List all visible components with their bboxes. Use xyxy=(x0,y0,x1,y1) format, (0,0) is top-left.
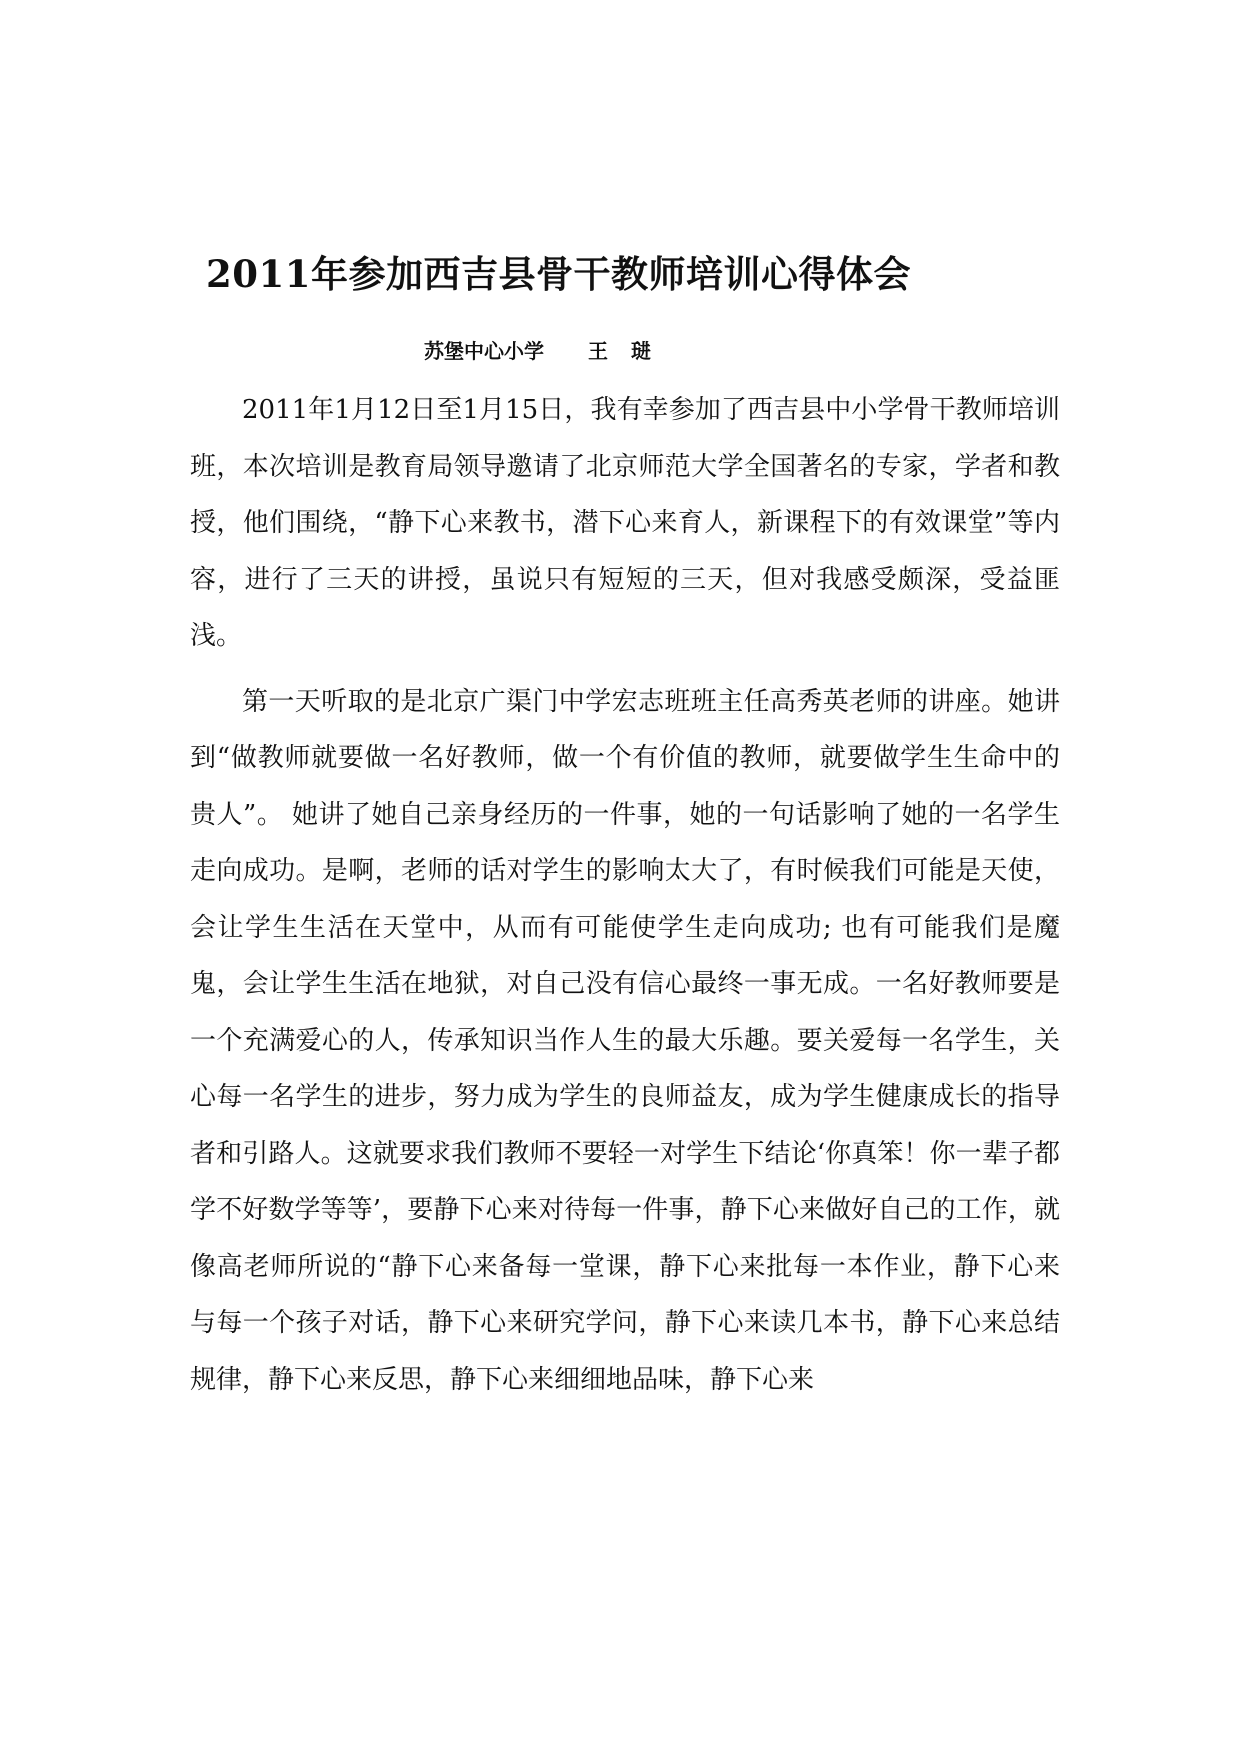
byline xyxy=(424,336,659,366)
author-name: 王 琎 xyxy=(588,339,659,363)
paragraph-2: 第一天听取的是北京广渠门中学宏志班班主任高秀英老师的讲座。她讲到“做教师就要做一名好教师，做一个有价值的教师，就要做学生生命中的贵人”。 她讲了她自己亲身经历的一件事，她的一句话影响了她的一名学生走向成功。是啊，老师的话对学生的影响太大了，有时候我们可能是天使，会让学生生活在天堂中，从而有可能使学生走向成功; 也有可能我们是魔鬼，会让学生生活在地狱，对自己没有信心最终一事无成。一名好教师要是一个充满爱心的人，传承知识当作人生的最大乐趣。要关爱每一名学生，关心每一名学生的进步，努力成为学生的良师益友，成为学生健康成长的指导者和引路人。这就要求我们教师不要轻一对学生下结论‘你真笨！你一辈子都学不好数学等等’，要静下心来对待每一件事，静下心来做好自己的工作，就像高老师所说的“静下心来备每一堂课，静下心来批每一本作业，静下心来与每一个孩子对话，静下心来研究学问，静下心来读几本书，静下心来总结规律，静下心来反思，静下心来细细地品味，静下心来 xyxy=(190,686,1060,1395)
school-name: 苏堡中心小学 xyxy=(424,339,544,363)
document-title: 2011年参加西吉县骨干教师培训心得体会 xyxy=(206,252,911,296)
paragraph-1: 2011年1月12日至1月15日，我有幸参加了西吉县中小学骨干教师培训班，本次培训是教育局领导邀请了北京师范大学全国著名的专家，学者和教授，他们围绕，“静下心来教书，潜下心来育人，新课程下的有效课堂”等内容，进行了三天的讲授，虽说只有短短的三天，但对我感受颇深，受益匪浅。 xyxy=(190,395,1060,651)
document-body xyxy=(190,382,1060,1408)
